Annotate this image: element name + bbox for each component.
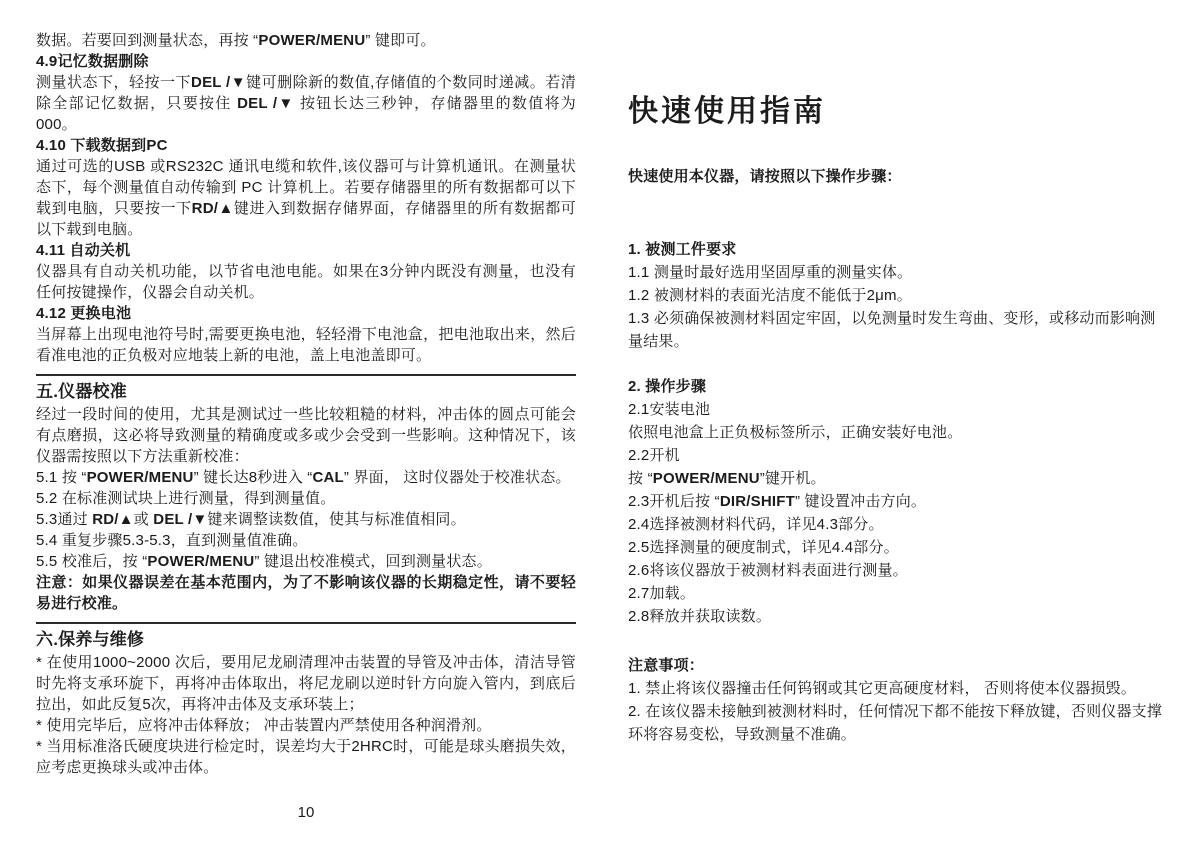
heading-4-11-auto-power-off: 4.11 自动关机	[36, 242, 131, 259]
paragraph: 5.4 重复步骤5.3-5.3，直到测量值准确。	[36, 532, 308, 549]
paragraph: 2.6将该仪器放于被测材料表面进行测量。	[628, 562, 908, 579]
heading-notes: 注意事项：	[628, 657, 705, 674]
paragraph: * 在使用1000~2000 次后，要用尼龙刷清理冲击装置的导管及冲击体，清洁导管时先将支承环旋下，再将冲击体取出，将尼龙刷以逆时针方向旋入管内，到底后拉出，如此反复5次，再将冲击体及支承环装上；	[36, 654, 576, 713]
calibration-warning: 注意：如果仪器误差在基本范围内，为了不影响该仪器的长期稳定性，请不要轻易进行校准。	[36, 574, 576, 612]
heading-4-12-replace-battery: 4.12 更换电池	[36, 305, 132, 322]
spacer	[628, 628, 1168, 654]
spacer	[628, 353, 1168, 375]
page-number: 10	[297, 804, 315, 821]
left-page-content	[36, 30, 576, 778]
paragraph: 当屏幕上出现电池符号时,需要更换电池，轻轻滑下电池盒，把电池取出来，然后看准电池的正负极对应地装上新的电池，盖上电池盖即可。	[36, 326, 576, 364]
heading-4-9-memory-delete: 4.9记忆数据删除	[36, 53, 149, 70]
paragraph: 2.5选择测量的硬度制式，详见4.4部分。	[628, 539, 899, 556]
paragraph: 5.2 在标准测试块上进行测量，得到测量值。	[36, 490, 336, 507]
paragraph: 2.3开机后按 “DIR/SHIFT” 键设置冲击方向。	[628, 493, 927, 510]
spacer	[628, 123, 1168, 165]
paragraph: 2.4选择被测材料代码，详见4.3部分。	[628, 516, 884, 533]
heading-5-calibration: 五.仪器校准	[36, 374, 576, 402]
paragraph: 2.2开机	[628, 447, 680, 464]
paragraph-continuation: 数据。若要回到测量状态，再按 “POWER/MENU” 键即可。	[36, 32, 436, 49]
paragraph: 经过一段时间的使用，尤其是测试过一些比较粗糙的材料，冲击体的圆点可能会有点磨损，这必将导致测量的精确度或多或少会受到一些影响。这种情况下，该仪器需按照以下方法重新校准：	[36, 406, 576, 465]
paragraph: 5.3通过 RD/▲或 DEL /▼键来调整读数值，使其与标准值相同。	[36, 511, 466, 528]
paragraph: 2.1安装电池	[628, 401, 711, 418]
paragraph: 1.3 必须确保被测材料固定牢固，以免测量时发生弯曲、变形，或移动而影响测量结果。	[628, 310, 1156, 350]
paragraph: 依照电池盒上正负极标签所示，正确安装好电池。	[628, 424, 963, 441]
heading-2-operation-steps: 2. 操作步骤	[628, 378, 707, 395]
heading-6-maintenance: 六.保养与维修	[36, 622, 576, 650]
page-title: 快速使用指南	[628, 95, 826, 128]
paragraph: 5.1 按 “POWER/MENU” 键长达8秒进入 “CAL” 界面， 这时仪器处于校准状态。	[36, 469, 571, 486]
paragraph: 测量状态下，轻按一下DEL /▼键可删除新的数值,存储值的个数同时递减。若清除全部记忆数据，只要按住 DEL /▼ 按钮长达三秒钟，存储器里的数值将为000。	[36, 74, 576, 133]
intro-line: 快速使用本仪器，请按照以下操作步骤：	[628, 168, 902, 185]
spacer	[628, 188, 1168, 238]
paragraph: 2.8释放并获取读数。	[628, 608, 772, 625]
paragraph: 2.7加载。	[628, 585, 696, 602]
paragraph: 按 “POWER/MENU”键开机。	[628, 470, 826, 487]
spacer	[628, 30, 1168, 100]
right-page	[628, 30, 1168, 746]
heading-1-workpiece-requirements: 1. 被测工件要求	[628, 241, 737, 258]
paragraph: 1.2 被测材料的表面光洁度不能低于2μm。	[628, 287, 912, 304]
paragraph: 1.1 测量时最好选用坚固厚重的测量实体。	[628, 264, 913, 281]
paragraph: 通过可选的USB 或RS232C 通讯电缆和软件,该仪器可与计算机通讯。在测量状态下，每个测量值自动传输到 PC 计算机上。若要存储器里的所有数据都可以下载到电脑，只要按一下RD/▲键进入到数据存储界面，存储器里的所有数据都可以下载到电脑。	[36, 158, 576, 238]
right-page-content	[628, 30, 1168, 746]
paragraph: * 当用标准洛氏硬度块进行检定时，误差均大于2HRC时，可能是球头磨损失效，应考虑更换球头或冲击体。	[36, 738, 576, 776]
paragraph: 5.5 校准后，按 “POWER/MENU” 键退出校准模式，回到测量状态。	[36, 553, 492, 570]
note-paragraph: 2. 在该仪器未接触到被测材料时，任何情况下都不能按下释放键，否则仪器支撑环将容易变松，导致测量不准确。	[628, 703, 1163, 743]
left-page	[36, 30, 576, 778]
paragraph: * 使用完毕后，应将冲击体释放； 冲击装置内严禁使用各种润滑剂。	[36, 717, 492, 734]
note-paragraph: 1. 禁止将该仪器撞击任何钨钢或其它更高硬度材料， 否则将使本仪器损毁。	[628, 680, 1137, 697]
heading-4-10-download-pc: 4.10 下载数据到PC	[36, 137, 168, 154]
paragraph: 仪器具有自动关机功能，以节省电池电能。如果在3分钟内既没有测量，也没有任何按键操作，仪器会自动关机。	[36, 263, 576, 301]
